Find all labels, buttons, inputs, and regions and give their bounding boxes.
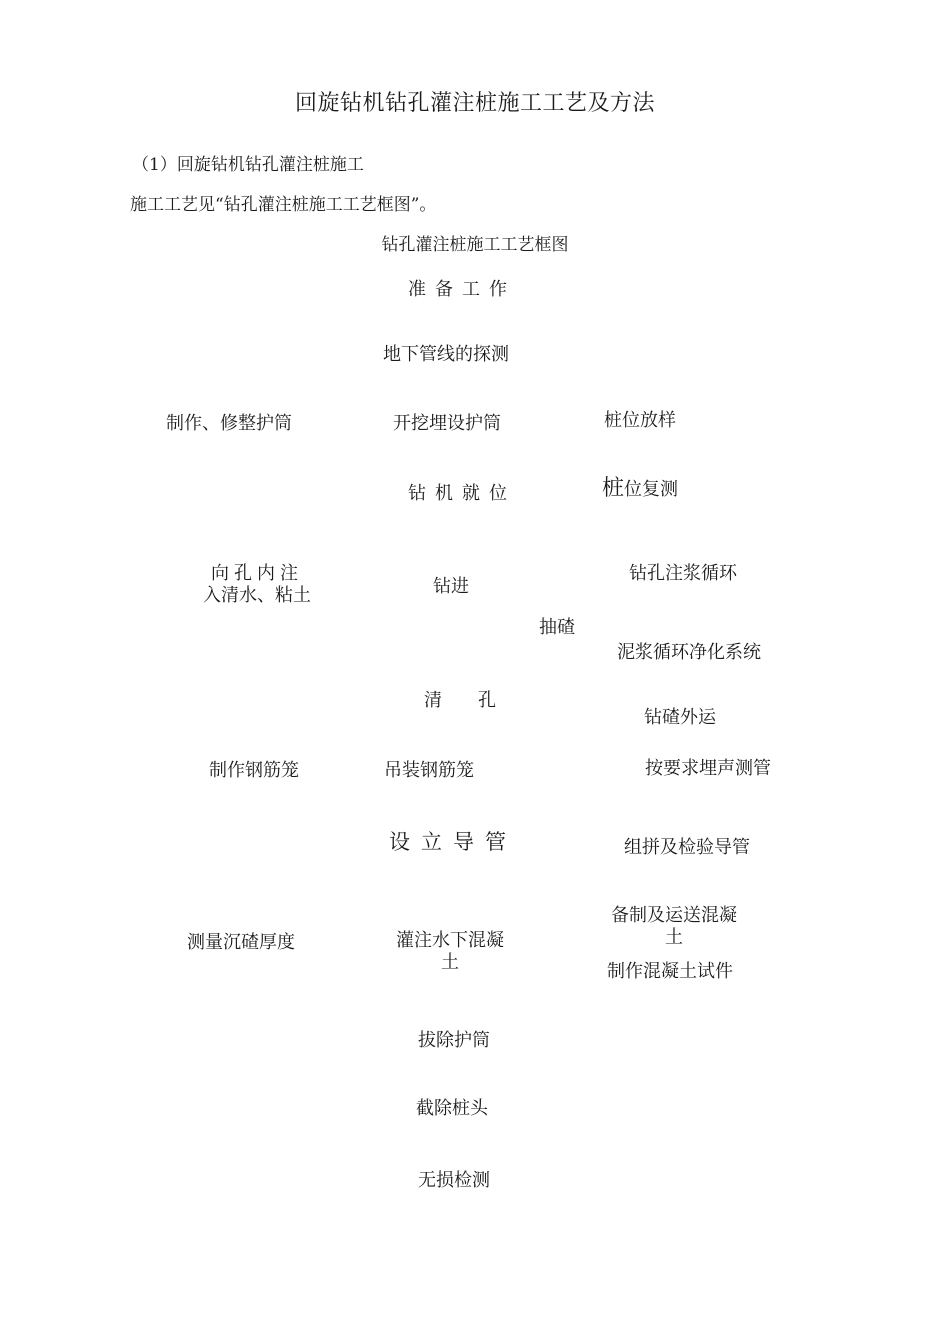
document-title: 回旋钻机钻孔灌注桩施工工艺及方法 [294,91,655,116]
node-pile-layout: 桩位放样 [604,410,676,431]
node-grout-circulation: 钻孔注浆循环 [629,563,737,584]
node-water-clay [196,563,318,607]
node-water-clay-line2: 入清水、粘土 [203,585,311,606]
diagram-caption: 钻孔灌注桩施工工艺框图 [381,235,569,255]
node-prepare-concrete-line2: 土 [665,927,683,948]
section-heading: （1）回旋钻机钻孔灌注桩施工 [132,155,364,175]
node-slag-extraction: 抽碴 [539,617,575,638]
node-pile-recheck-rest: 位复测 [624,479,679,500]
node-set-tremie: 设立导管 [389,830,517,854]
node-concrete-specimens: 制作混凝土试件 [607,961,733,982]
node-sonic-tubes: 按要求埋声测管 [645,758,771,779]
node-clean-hole: 清 孔 [424,690,496,711]
node-prepare-concrete-line1: 备制及运送混凝 [611,905,737,926]
node-pour-concrete-line2: 土 [441,952,459,973]
node-measure-sediment: 测量沉碴厚度 [187,932,295,953]
node-assemble-tremie: 组拼及检验导管 [624,837,750,858]
node-pour-concrete-line1: 灌注水下混凝 [396,930,504,951]
node-water-clay-line1: 向孔内注 [211,563,303,584]
node-slag-outbound: 钻碴外运 [644,707,716,728]
node-lift-cage: 吊装钢筋笼 [384,760,474,781]
node-make-casing: 制作、修整护筒 [166,413,292,434]
node-prep-work: 准备工作 [408,279,516,300]
node-dig-bury-casing: 开挖埋设护筒 [393,413,501,434]
node-pile-recheck [602,478,678,501]
node-ndt: 无损检测 [418,1170,490,1191]
node-pull-casing: 拔除护筒 [418,1030,490,1051]
node-pipeline-detection: 地下管线的探测 [383,344,509,365]
node-cut-pile-head: 截除桩头 [416,1098,488,1119]
node-mud-purification: 泥浆循环净化系统 [617,642,761,663]
node-rig-in-position: 钻机就位 [408,483,516,504]
node-drilling: 钻进 [433,576,469,597]
node-pour-concrete [388,930,512,974]
intro-paragraph: 施工工艺见“钻孔灌注桩施工工艺框图”。 [130,195,437,215]
node-make-cage: 制作钢筋笼 [209,760,299,781]
node-prepare-concrete [604,905,744,949]
node-pile-recheck-large-char: 桩 [602,476,625,501]
